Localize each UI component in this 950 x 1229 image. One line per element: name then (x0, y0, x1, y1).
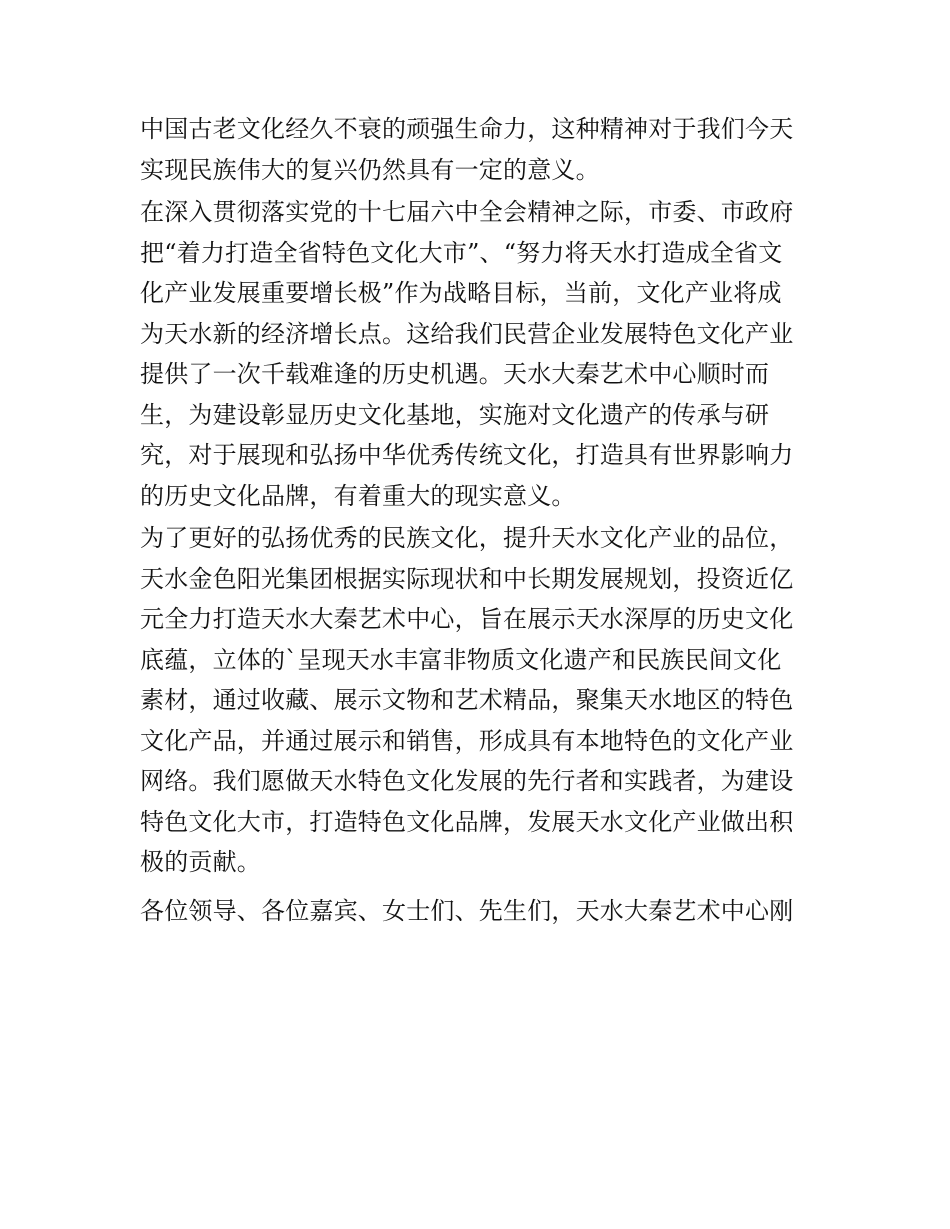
text-line: 文化产品，并通过展示和销售，形成具有本地特色的文化产业 (140, 726, 794, 755)
paragraph-1 (140, 109, 812, 190)
paragraph-4 (140, 891, 812, 932)
text-line: 底蕴，立体的`呈现天水丰富非物质文化遗产和民族民间文化 (140, 645, 782, 674)
text-line: 在深入贯彻落实党的十七届六中全会精神之际，市委、市政府 (140, 198, 794, 226)
text-line: 为天水新的经济增长点。这给我们民营企业发展特色文化产业 (140, 319, 794, 348)
text-line: 究，对于展现和弘扬中华优秀传统文化，打造具有世界影响力 (140, 441, 794, 469)
document-body (140, 109, 812, 933)
text-line: 化产业发展重要增长极”作为战略目标，当前，文化产业将成 (140, 279, 782, 307)
text-line: 各位领导、各位嘉宾、女士们、先生们，天水大秦艺术中心刚 (140, 896, 794, 925)
text-line: 提供了一次千载难逢的历史机遇。天水大秦艺术中心顺时而 (140, 360, 770, 388)
text-line: 天水金色阳光集团根据实际现状和中长期发展规划，投资近亿 (140, 564, 794, 593)
paragraph-2 (140, 192, 812, 516)
text-line: 把“着力打造全省特色文化大市”、“努力将天水打造成全省文 (140, 238, 783, 267)
text-line: 中国古老文化经久不衰的顽强生命力，这种精神对于我们今天 (140, 115, 794, 143)
text-line: 实现民族伟大的复兴仍然具有一定的意义。 (140, 155, 600, 184)
text-line: 为了更好的弘扬优秀的民族文化，提升天水文化产业的品位， (140, 524, 794, 552)
text-line: 特色文化大市，打造特色文化品牌，发展天水文化产业做出积 (140, 807, 794, 836)
text-line: 的历史文化品牌，有着重大的现实意义。 (140, 481, 576, 510)
text-line: 极的贡献。 (140, 848, 261, 876)
text-line: 生，为建设彰显历史文化基地，实施对文化遗产的传承与研 (140, 400, 770, 429)
paragraph-3 (140, 518, 812, 883)
text-line: 元全力打造天水大秦艺术中心，旨在展示天水深厚的历史文化 (140, 605, 794, 633)
text-line: 素材，通过收藏、展示文物和艺术精品，聚集天水地区的特色 (140, 686, 794, 714)
text-line: 网络。我们愿做天水特色文化发展的先行者和实践者，为建设 (140, 767, 794, 795)
